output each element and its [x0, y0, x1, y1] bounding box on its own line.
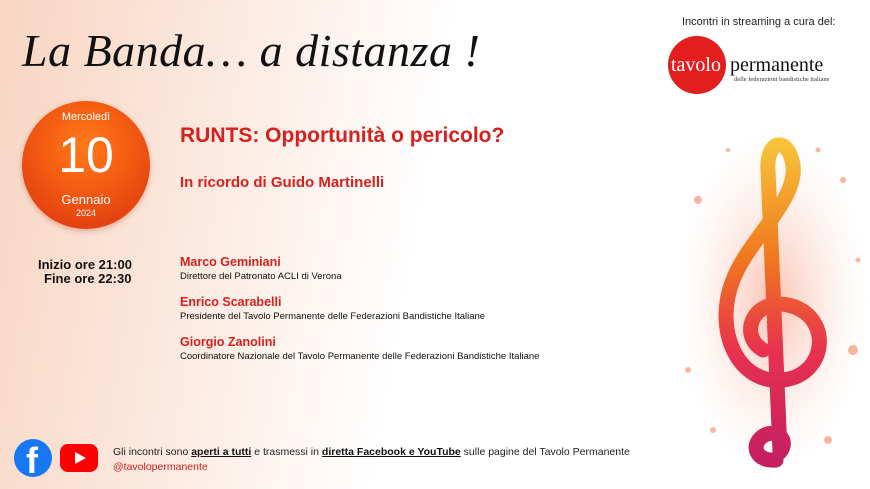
- date-badge: [22, 101, 150, 229]
- treble-clef-icon: [668, 110, 868, 480]
- speaker-name: Giorgio Zanolini: [180, 335, 276, 349]
- footer-live-streams: diretta Facebook e YouTube: [321, 446, 461, 458]
- logo-subtitle: delle federazioni bandistiche italiane: [734, 76, 830, 83]
- date-day: 10: [58, 127, 114, 183]
- start-time: Inizio ore 21:00: [38, 257, 132, 272]
- event-memorial: In ricordo di Guido Martinelli: [180, 174, 385, 191]
- speaker-item: [180, 295, 485, 322]
- speaker-role: Coordinatore Nazionale del Tavolo Permanente delle Federazioni Bandistiche Italiane: [180, 351, 540, 362]
- speaker-name: Marco Geminiani: [180, 255, 281, 269]
- speaker-item: [180, 255, 342, 282]
- youtube-icon[interactable]: [60, 444, 98, 472]
- end-time: Fine ore 22:30: [44, 271, 132, 286]
- streaming-label: Incontri in streaming a cura del:: [682, 16, 836, 28]
- speaker-role: Presidente del Tavolo Permanente delle Federazioni Bandistiche Italiane: [180, 311, 486, 322]
- footer-text: Gli incontri sono aperti a tutti e trasmessi in diretta Facebook e YouTube sulle pagine del Tavolo Permanente: [113, 446, 630, 458]
- speaker-role: Direttore del Patronato ACLI di Verona: [180, 271, 342, 282]
- page-title: La Banda… a distanza !: [22, 25, 481, 76]
- speaker-item: [180, 335, 539, 362]
- date-month: Gennaio: [61, 192, 111, 207]
- tavolo-permanente-logo[interactable]: [668, 36, 848, 96]
- facebook-icon[interactable]: f: [14, 439, 52, 477]
- speaker-name: Enrico Scarabelli: [180, 295, 282, 309]
- logo-word-tavolo: tavolo: [671, 54, 721, 76]
- logo-word-permanente: permanente: [730, 54, 824, 76]
- date-year: 2024: [75, 208, 97, 218]
- footer-open-to-all: aperti a tutti: [191, 446, 252, 458]
- event-subject: RUNTS: Opportunità o pericolo?: [180, 124, 505, 147]
- date-weekday: Mercoledì: [61, 111, 111, 123]
- social-handle[interactable]: @tavolopermanente: [113, 461, 208, 473]
